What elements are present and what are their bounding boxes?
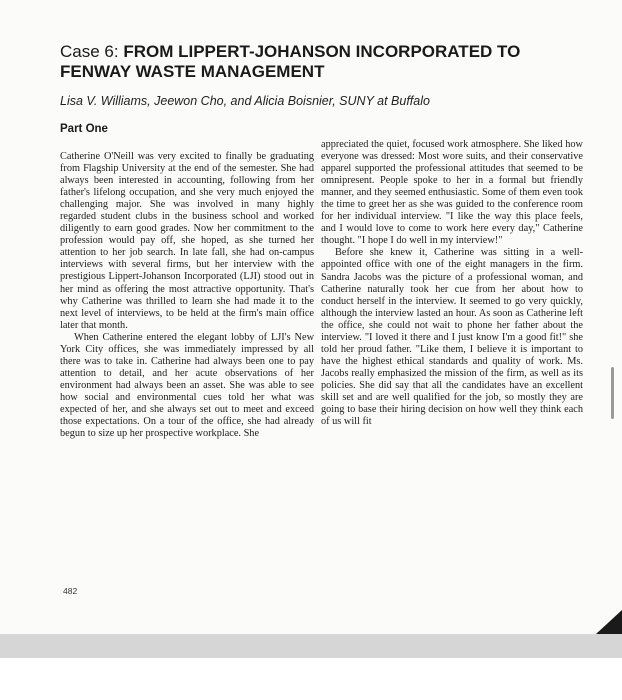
right-paragraph-1: appreciated the quiet, focused work atmosphere. She liked how everyone was dressed: Most wore suits, and their conservative apparel supported the professional attitudes that seemed to be omnipresent. People spoke to her in a formal but friendly manner, and they seemed enthusiastic. Some of them even took the time to greet her as she was guided to the conference room for her individual interview. "I like the way this place feels, and I would love to come to work here every day," Catherine thought. "I hope I do well in my interview!" bbox=[321, 139, 583, 247]
case-title bbox=[60, 42, 580, 82]
page-corner-fold-icon bbox=[596, 610, 622, 634]
right-column bbox=[321, 139, 583, 428]
case-title-text: FROM LIPPERT-JOHANSON INCORPORATED TO FENWAY WASTE MANAGEMENT bbox=[60, 42, 521, 81]
right-paragraph-2: Before she knew it, Catherine was sitting in a well-appointed office with one of the eight managers in the firm. Sandra Jacobs was the picture of a professional woman, and Catherine naturally took her cue from her about how to conduct herself in the interview. It seemed to go very quickly, although the interview lasted an hour. As soon as Catherine left the office, she could not wait to phone her father about the interview. "I loved it there and I just know I'm a good fit!" she told her proud father. "Like them, I believe it is important to have the highest ethical standards and quality of work. Ms. Jacobs really emphasized the mission of the firm, as well as its policies. She did say that all the candidates have an excellent skill set and are well qualified for the job, so mostly they are going to base their hiring decision on how well they think each of us will fit bbox=[321, 247, 583, 428]
scrollbar[interactable] bbox=[611, 367, 614, 419]
authors-line: Lisa V. Williams, Jeewon Cho, and Alicia Boisnier, SUNY at Buffalo bbox=[60, 94, 430, 108]
left-paragraph-1: Catherine O'Neill was very excited to finally be graduating from Flagship University at the end of the semester. She had always been interested in accounting, following from her father's lifelong occupation, and she very much enjoyed the challenging major. She was involved in many highly regarded student clubs in the business school and worked diligently to earn good grades. Now her commitment to the profession would pay off, she hoped, as she turned her attention to her job search. In late fall, she had on-campus interviews with several firms, but her interview with the prestigious Lippert-Johanson Incorporated (LJI) stood out in her mind as offering the most attractive opportunity. That's why Catherine was thrilled to learn she had made it to the next level of interviews, to be held at the firm's main office later that month. bbox=[60, 151, 314, 331]
case-number: Case 6: bbox=[60, 42, 119, 61]
page-number: 482 bbox=[63, 586, 78, 596]
left-paragraph-2: When Catherine entered the elegant lobby of LJI's New York City offices, she was immediately impressed by all there was to take in. Catherine had always been one to pay attention to detail, and her acute observations of her environment had always been an asset. She was able to see how social and environmental cues told her what was expected of her, and she always set out to meet and exceed those expectations. On a tour of the office, she had already begun to size up her prospective workplace. She bbox=[60, 331, 314, 440]
part-heading: Part One bbox=[60, 123, 108, 135]
bottom-band bbox=[0, 634, 622, 658]
left-column bbox=[60, 151, 314, 440]
bottom-area bbox=[0, 658, 622, 700]
